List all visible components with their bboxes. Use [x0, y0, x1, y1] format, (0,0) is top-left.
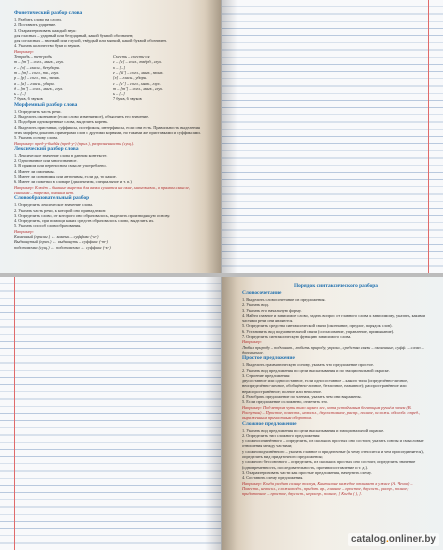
list-item: 7 букв, 6 звуков — [113, 96, 142, 102]
list-item: т – [т] – согл., тв., глух. — [14, 69, 60, 75]
list-item: 1. Выделить грамматическую основу, указать что предложение простое. — [242, 362, 374, 368]
list-item: у сложносочинённого – определить, из скольких простых оно состоит, указать союзы и смысловые отношения между частями; — [242, 438, 424, 449]
list-item: 4. Найти главное и зависимое слово, задать вопрос от главного слова к зависимому, указать, какими частями речи они являются. — [242, 312, 425, 324]
list-item: Тетрадь – тет-радь — [14, 54, 52, 60]
list-item: ь – [–] — [14, 91, 26, 97]
list-item: 2. Указать вид предложения по цели высказывания и по эмоциональной окраске. — [242, 367, 390, 373]
list-item: с – [с’] – согл., мягк., глух. — [113, 80, 161, 86]
list-item: 1. Указать вид предложения по цели высказывания и эмоциональной окраске. — [242, 427, 385, 433]
list-item: 3. Охарактеризовать каждый звук: — [14, 27, 77, 33]
list-item: Каменный (прилаг.) ← камень – суффикс (-н-) — [14, 233, 99, 239]
phrase-title: Словосочетание — [242, 290, 282, 296]
phrase-example-label: Например: — [242, 339, 262, 345]
simple-example: Например: Под ветром чуть тихо шумел лес, хотя устойчивым бегающим ручьём зачем (В. Распутин) – Простое, повеств., невоскл., двусоставное, распр., полное, осложн. обособл. опред., выраженным причастным оборотом. — [242, 404, 421, 421]
list-item: для согласных – звонкий или глухой, твёрдый или мягкий, какой буквой обозначен. — [14, 38, 167, 44]
catalog-watermark: catalog.onliner.by — [348, 533, 439, 546]
list-item: для гласных – ударный или безударный, какой буквой обозначен; — [14, 32, 134, 38]
list-item: 2. Определить тип сложного предложения: — [242, 432, 321, 438]
list-item: двусоставное или односоставное, если односоставное – какого типа (определённо-личное, неопределённо-личное, обобщённо-личное, безличное, назывное); распространённое или нераспространённое; полное или неполное. — [242, 378, 409, 394]
list-item: 2. Указать вид. — [242, 302, 269, 308]
list-item: 4. Выделить приставки, суффиксы, постфиксы, интерфиксы, если они есть. Правильность выделения этих морфем доказать примерами слов с другими корнями, но такими же приставками и суффиксами. — [14, 124, 201, 135]
watermark-domain: onliner.by — [388, 534, 436, 545]
lined-page-left — [0, 277, 221, 550]
phonetic-example-left — [14, 54, 105, 102]
simple-title: Простое предложение — [242, 355, 295, 362]
morph-steps — [14, 109, 204, 141]
list-item: у сложноподчинённого – указать главное и придаточные (к чему относится и чем присоединяется), определить вид придаточного предложения; — [242, 448, 424, 460]
spread-top — [0, 0, 443, 273]
lined-page-right — [222, 0, 443, 273]
list-item: е – [й’] – согл., мягк., звонк. — [113, 69, 164, 75]
list-item: 5. Указать основу слова. — [14, 135, 59, 141]
list-item: 7 букв, 6 звуков — [14, 96, 43, 102]
list-item: р – [р] – согл., тв., звонк. — [14, 75, 60, 81]
margin-line — [14, 277, 15, 550]
list-item: 2. Поставить ударение. — [14, 22, 57, 28]
list-item: 1. Выделить словосочетание из предложения. — [242, 297, 326, 302]
list-item: 1. Разбить слово на слоги. — [14, 17, 62, 22]
phonetic-steps — [14, 17, 204, 49]
deriv-title: Словообразовательный разбор — [14, 195, 90, 202]
list-item: 1. Определить часть речи. — [14, 108, 62, 114]
syntax-title: Порядок синтаксического разбора — [293, 283, 378, 289]
list-item: 5. Определить средства синтаксической связи (окончание, предлог, порядок слов). — [242, 323, 393, 329]
morph-title: Морфемный разбор слова — [14, 101, 78, 108]
simple-steps — [242, 362, 430, 404]
list-item: ъ – [–] — [113, 64, 126, 70]
list-item: 4. Разобрать предложение по членам, указать чем они выражены. — [242, 394, 362, 400]
complex-steps — [242, 428, 430, 481]
phonetic-example-right — [113, 54, 204, 102]
list-item: ь – [–] — [113, 91, 125, 97]
phrase-example: Любил природу – подчинит., любить природу, управл., средства связи – окончание, суфф. – слово – дополнение. — [242, 344, 424, 355]
list-item: 3. Указать его начальную форму. — [242, 307, 302, 313]
list-item: 2. Выделить окончание (если слово изменяемое), объяснить его значение. — [14, 114, 150, 120]
deriv-example-label: Например: — [14, 228, 34, 234]
list-item: с – [с] – согл., твёрд., глух. — [113, 59, 163, 65]
spread-bottom — [0, 277, 443, 550]
reference-content — [242, 283, 430, 496]
list-item: 3. Подобрав однокоренные слова, выделить корень. — [14, 119, 109, 125]
list-item: е – [э] – гласн., безударн. — [14, 64, 60, 70]
list-item: т – [т’] – согл., мягк., глух. — [113, 85, 164, 91]
list-item: 2. Однозначное или многозначное. — [14, 158, 78, 164]
list-item: 4. Определить, при помощи каких средств образовалось слово, выделить их. — [14, 218, 155, 224]
list-item: [э] – гласн., ударн. — [113, 75, 148, 81]
list-item: 2. Указать часть речи, к которой оно принадлежит. — [14, 207, 107, 213]
list-item: 5. Если предложение осложнено, отметить это. — [242, 399, 329, 405]
list-item: 1. Лексическое значение слова в данном контексте. — [14, 152, 108, 158]
list-item: 3. В прямом или переносном смысле употреблено. — [14, 163, 107, 169]
watermark-brand: catalog — [350, 534, 386, 545]
phonetic-example — [14, 54, 204, 102]
list-item: д – [т’] – согл., мягк., глух. — [14, 85, 64, 91]
lex-example: Например: Клюёт – бывшие вырезки для вязки сушатся на окне, многозначн., в прямом смысле, синоним – тарелка, омоним нет. — [14, 184, 191, 195]
lex-steps — [14, 153, 204, 185]
list-item: 6. Установить вид подчинительной связи (согласование, управление, примыкание). — [242, 328, 395, 334]
list-item: подставочка (сущ.) ← подставочка ← суффикс (-к-) — [14, 244, 111, 250]
list-item: 3. Охарактеризовать части как простые предложения, начертить схему. — [242, 469, 372, 475]
phonetic-title: Фонетический разбор слова — [14, 10, 83, 16]
reference-content — [14, 10, 204, 250]
list-item: а – [а] – гласн., ударн. — [14, 80, 55, 86]
list-item: 7. Определить синтаксическую функцию зависимого слова. — [242, 334, 352, 340]
lex-title: Лексический разбор слова — [14, 145, 79, 152]
list-item: 4. Составить схему предложения. — [242, 475, 304, 481]
reference-page-left — [0, 0, 221, 273]
complex-example: Например: Когда уходит солнце тоскуя, Кантилоне кажедое отливает в ужасе (А. Чехов) – Повеств., невоскл., сложноподч., придат. вр., главное – простое, двусост., распр., полное; придаточное – простое, двусост., нераспр., полное, [ Когда ( ), ]. — [242, 480, 413, 497]
list-item: у сложного бессоюзного – определить, из скольких простых оно состоит, определить значение (одновременность, последовательность, противопоставление и т. д.). — [242, 459, 416, 470]
margin-line — [428, 0, 429, 273]
list-item: 3. Определить слово, от которого оно образовалось, выделить производящую основу. — [14, 212, 171, 218]
list-item: Съесть – съесть-ся — [113, 54, 150, 60]
complex-title: Сложное предложение — [242, 420, 297, 427]
list-item: 4. Указать количество букв и звуков. — [14, 43, 81, 49]
morph-example: Например: пред-у-быдйя (пред-у-) (прил.), разрозненность (сущ.). — [14, 140, 135, 146]
reference-page-right — [222, 277, 443, 550]
phrase-steps — [242, 297, 430, 339]
phonetic-example-label: Например: — [14, 48, 34, 54]
list-item: 1. Определить лексическое значение слова. — [14, 202, 94, 208]
list-item: 4. Имеет ли омонимы. — [14, 168, 55, 174]
deriv-steps — [14, 202, 204, 228]
list-item: 5. Имеет ли синонимы или антонимы, если да, то какие. — [14, 174, 117, 180]
list-item: т – [т’] – согл., мягк., глух. — [14, 59, 65, 65]
list-item: 6. Имеет ли пометки в словаре (диалектизм, специальное и т. п.) — [14, 179, 132, 185]
list-item: Выдвинутый (прич.) ← выдвинуть – суффикс (-т-) — [14, 239, 108, 245]
list-item: 3. Строение предложения: — [242, 372, 291, 378]
list-item: 5. Указать способ словообразования. — [14, 223, 82, 229]
